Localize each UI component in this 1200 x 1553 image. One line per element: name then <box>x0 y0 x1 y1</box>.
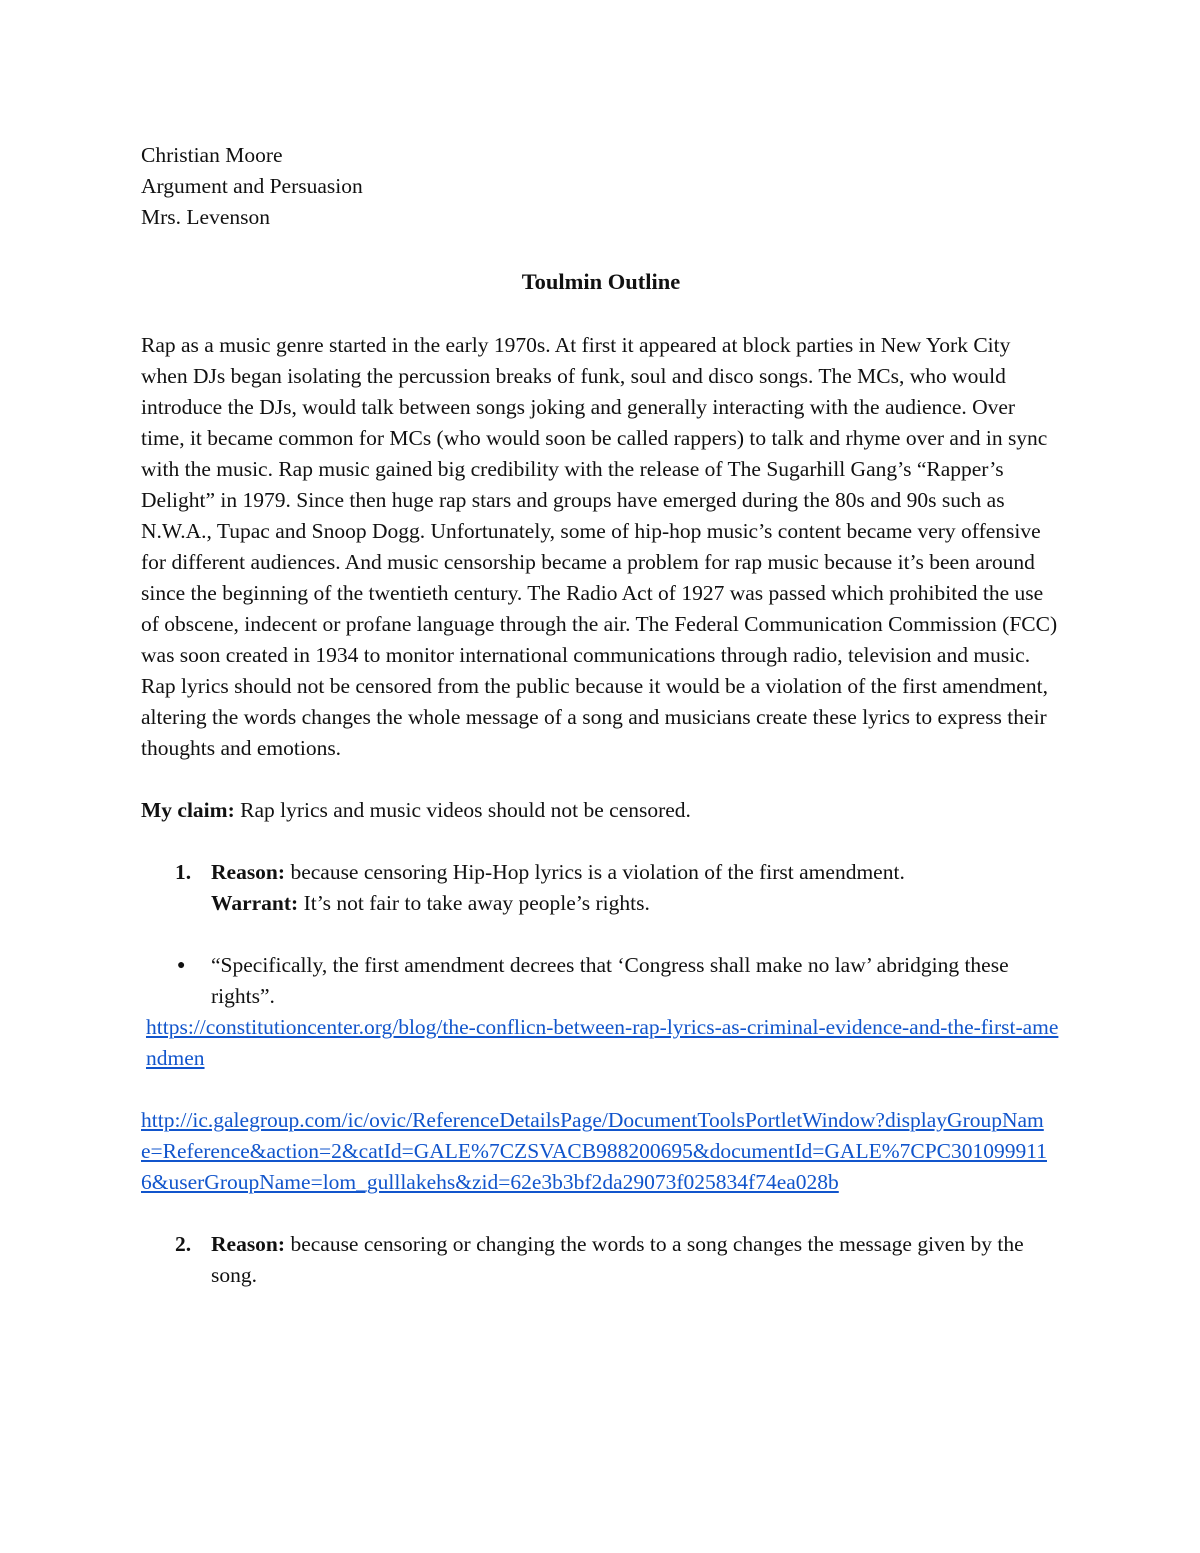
reason-label: Reason: <box>211 860 286 884</box>
reason-item-1 <box>141 857 1061 919</box>
student-name: Christian Moore <box>141 143 283 167</box>
claim-line <box>141 795 1061 826</box>
reason-item-2 <box>141 1229 1061 1291</box>
reason-line <box>211 1229 1061 1291</box>
document-title: Toulmin Outline <box>521 269 681 294</box>
claim-text: Rap lyrics and music videos should not be censored. <box>234 798 691 822</box>
bullet-icon: ● <box>177 958 186 973</box>
warrant-line <box>211 888 1061 919</box>
reason-text: because censoring Hip-Hop lyrics is a violation of the first amendment. <box>285 860 905 884</box>
reason-label: Reason: <box>211 1232 286 1256</box>
warrant-text: It’s not fair to take away people’s rights. <box>298 891 650 915</box>
source-link-galegroup[interactable]: http://ic.galegroup.com/ic/ovic/ReferenceDetailsPage/DocumentToolsPortletWindow?displayGroupName=Reference&action=2&catId=GALE%7CZSVACB988200695&documentId=GALE%7CPC3010999116&userGroupName=lom_gulllakehs&zid=62e3b3bf2da29073f025834f74ea028b <box>141 1108 1047 1194</box>
evidence-quote: “Specifically, the first amendment decrees that ‘Congress shall make no law’ abridging these rights”. <box>211 953 1009 1008</box>
teacher-name: Mrs. Levenson <box>141 205 270 229</box>
claim-label: My claim: <box>141 798 235 822</box>
reason-number: 1. <box>175 860 192 884</box>
source-link-constitutioncenter[interactable]: https://constitutioncenter.org/blog/the-conflicn-between-rap-lyrics-as-criminal-evidence-and-the-first-amendmen <box>146 1015 1059 1070</box>
reason-number: 2. <box>175 1232 192 1256</box>
document-body <box>141 140 1061 1291</box>
course-name: Argument and Persuasion <box>141 174 363 198</box>
intro-paragraph: Rap as a music genre started in the early 1970s. At first it appeared at block parties in New York City when DJs began isolating the percussion breaks of funk, soul and disco songs. The MCs, who would introduce the DJs, would talk between songs joking and generally interacting with the audience. Over time, it became common for MCs (who would soon be called rappers) to talk and rhyme over and in sync with the music. Rap music gained big credibility with the release of The Sugarhill Gang’s “Rapper’s Delight” in 1979. Since then huge rap stars and groups have emerged during the 80s and 90s such as N.W.A., Tupac and Snoop Dogg. Unfortunately, some of hip-hop music’s content became very offensive for different audiences. And music censorship became a problem for rap music because it’s been around since the beginning of the twentieth century. The Radio Act of 1927 was passed which prohibited the use of obscene, indecent or profane language through the air. The Federal Communication Commission (FCC) was soon created in 1934 to monitor international communications through radio, television and music. Rap lyrics should not be censored from the public because it would be a violation of the first amendment, altering the words changes the whole message of a song and musicians create these lyrics to express their thoughts and emotions. <box>141 333 1058 760</box>
reason-line <box>211 857 1061 888</box>
reason-text: because censoring or changing the words to a song changes the message given by the song. <box>211 1232 1024 1287</box>
warrant-label: Warrant: <box>211 891 299 915</box>
evidence-bullet <box>141 950 1061 1012</box>
